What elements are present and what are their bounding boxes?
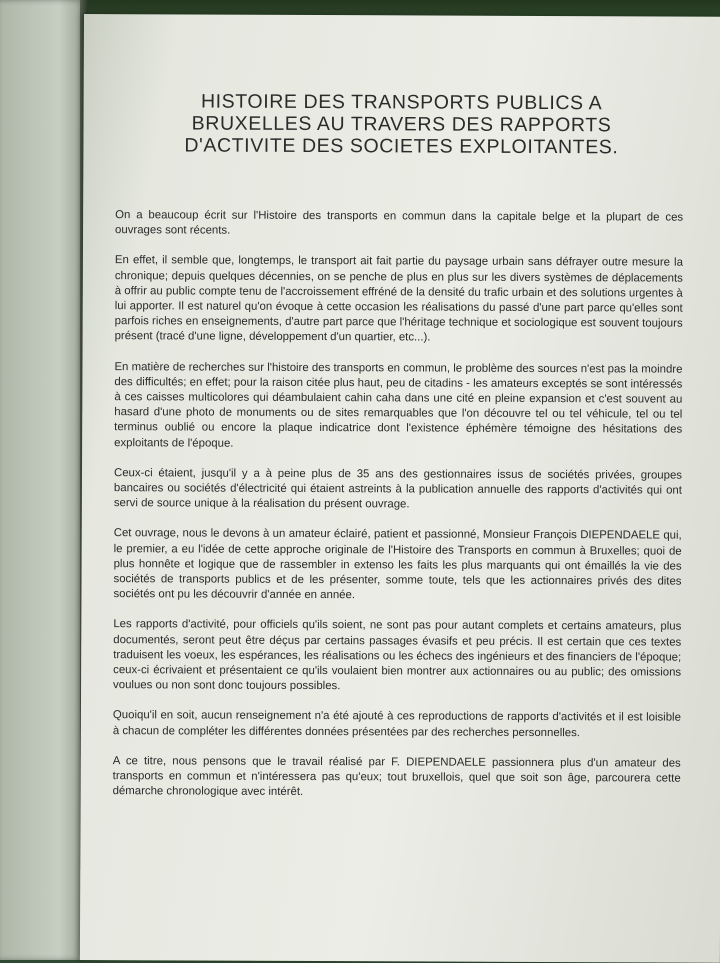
paragraph: En effet, il semble que, longtemps, le transport ait fait partie du paysage urbain sans défrayer outre mesure la chronique; depuis quelques décennies, on se penche de plus en plus sur les divers systèmes de déplacements à offrir au public compte tenu de l'accroissement effréné de la densité du trafic urbain et des solutions urgentes à lui apporter. Il est naturel qu'on évoque à cette occasion les réalisations du passé d'une part parce qu'elles sont parfois riches en enseignements, d'autre part parce que l'héritage technique et sociologique est souvent toujours présent (tracé d'une ligne, développement d'un quartier, etc...). (114, 254, 683, 344)
title-line: BRUXELLES AU TRAVERS DES RAPPORTS (191, 112, 612, 137)
paragraph: On a beaucoup écrit sur l'Histoire des transports en commun dans la capitale belge et la plupart de ces ouvrages sont récents. (115, 209, 684, 237)
title-line: HISTOIRE DES TRANSPORTS PUBLICS A (200, 90, 603, 115)
body-text (113, 208, 684, 817)
paragraph: Les rapports d'activité, pour officiels qu'ils soient, ne sont pas pour autant complets et certains amateurs, plus documentés, seront peut être déçus par certains passages évasifs et peu précis. Il est certain que ces textes traduisent les voeux, les espérances, les réalisations ou les échecs des ingénieurs et des financiers de l'époque; ceux-ci écrivaient et présentaient ce qu'ils voulaient bien montrer aux actionnaires ou au public; des omissions voulues ou non sont donc toujours possibles. (113, 618, 682, 693)
paragraph: Ceux-ci étaient, jusqu'il y a à peine plus de 35 ans des gestionnaires issus de sociétés privées, groupes bancaires ou sociétés d'électricité qui étaient astreints à la publication annuelle des rapports d'activités qui ont servi de source unique à la réalisation du présent ouvrage. (113, 466, 683, 511)
title-line: D'ACTIVITE DES SOCIETES EXPLOITANTES. (184, 134, 619, 159)
paragraph: A ce titre, nous pensons que le travail réalisé par F. DIEPENDAELE passionnera plus d'un amateur des transports en commun et n'intéressera pas qu'eux; tout bruxellois, quel que soit son âge, parcourera cette démarche chronologique avec intérêt. (112, 755, 681, 799)
page-title (121, 90, 681, 158)
document-page (80, 14, 720, 963)
left-page-edge (0, 0, 84, 960)
paragraph: Cet ouvrage, nous le devons à un amateur éclairé, patient et passionné, Monsieur François DIEPENDAELE qui, le premier, a eu l'idée de cette approche originale de l'Histoire des Transports en commun à Bruxelles; quoi de plus honnête et logique que de rassembler in extenso les faits les plus marquants qui ont émaillés la vie des sociétés de transports publics et de les présenter, somme toute, tels que les actionnaires privés des dites sociétés ont pu les découvrir d'année en année. (113, 527, 682, 602)
paragraph: En matière de recherches sur l'histoire des transports en commun, le problème des sources n'est pas la moindre des difficultés; en effet; pour la raison citée plus haut, peu de citadins - les amateurs exceptés se sont intéressés à ces caisses multicolores qui déambulaient cahin caha dans une cité en pleine expansion et c'est souvent au hasard d'une photo de monuments ou de sites remarquables que l'on découvre tel ou tel véhicule, tel ou tel terminus oublié ou encore la plaque indicatrice dont l'existence éphémère témoigne des hésitations des exploitants de l'époque. (114, 360, 683, 450)
paragraph: Quoiqu'il en soit, aucun renseignement n'a été ajouté à ces reproductions de rapports d'activités et il est loisible à chacun de compléter les différentes données présentées par des recherches personnelles. (112, 709, 681, 739)
